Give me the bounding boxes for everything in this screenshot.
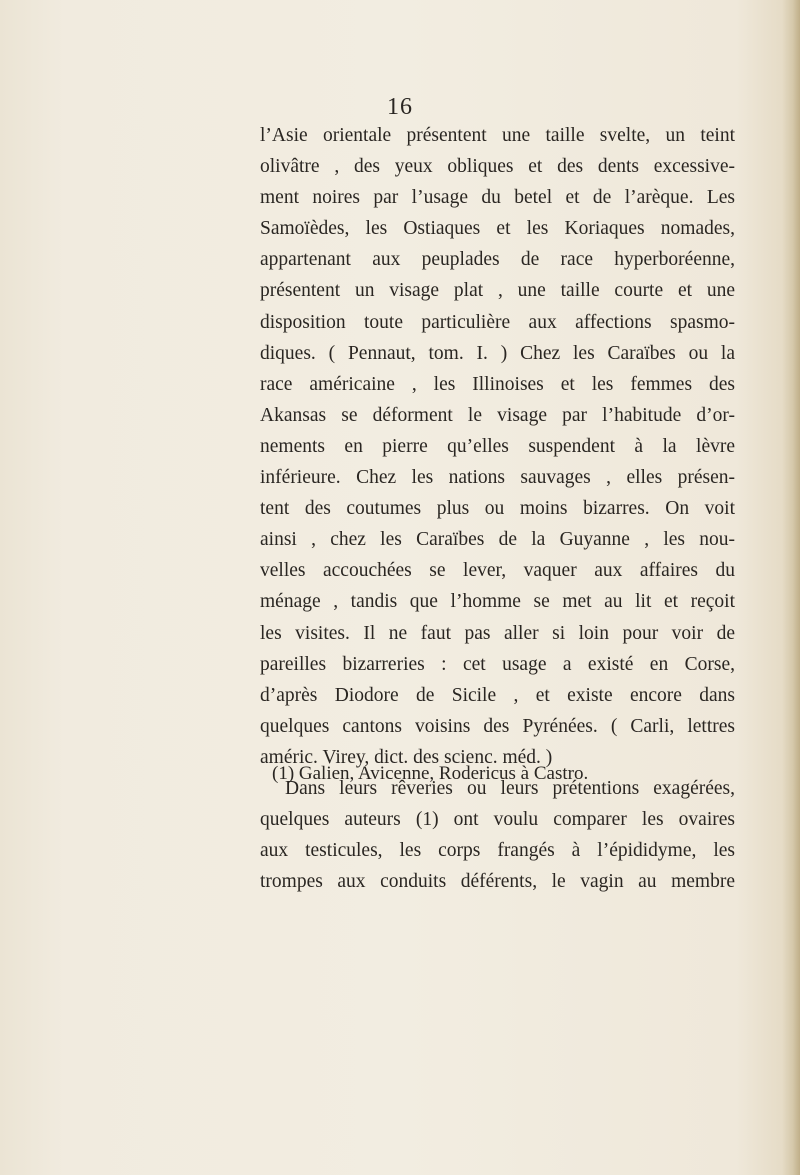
page-number: 16 bbox=[387, 94, 413, 120]
text-line: inférieure. Chez les nations sauvages , elles présen- bbox=[260, 467, 735, 489]
footnote: (1) Galien, Avicenne, Rodericus à Castro. bbox=[272, 763, 589, 784]
text-line: d’après Diodore de Sicile , et existe encore dans bbox=[260, 684, 735, 706]
text-line: ainsi , chez les Caraïbes de la Guyanne , les nou- bbox=[260, 529, 735, 551]
text-line: ment noires par l’usage du betel et de l’arèque. Les bbox=[260, 187, 735, 209]
text-line: olivâtre , des yeux obliques et des dents excessive- bbox=[260, 156, 735, 178]
page-edge-stain bbox=[782, 0, 800, 1175]
text-line: disposition toute particulière aux affections spasmo- bbox=[260, 311, 735, 333]
text-line: quelques auteurs (1) ont voulu comparer les ovaires bbox=[260, 809, 735, 831]
paragraph-start-line: Dans leurs rêveries ou leurs prétentions exagérées, bbox=[285, 777, 735, 799]
text-line: trompes aux conduits déférents, le vagin au membre bbox=[260, 871, 735, 893]
text-line: l’Asie orientale présentent une taille svelte, un teint bbox=[260, 125, 735, 146]
text-line: tent des coutumes plus ou moins bizarres. On voit bbox=[260, 498, 735, 520]
text-line: appartenant aux peuplades de race hyperboréenne, bbox=[260, 249, 735, 271]
text-line: pareilles bizarreries : cet usage a existé en Corse, bbox=[260, 653, 735, 675]
text-line: Akansas se déforment le visage par l’habitude d’or- bbox=[260, 404, 735, 426]
text-line: les visites. Il ne faut pas aller si loin pour voir de bbox=[260, 622, 735, 644]
text-line: quelques cantons voisins des Pyrénées. ( Carli, lettres bbox=[260, 715, 735, 737]
text-line: diques. ( Pennaut, tom. I. ) Chez les Caraïbes ou la bbox=[260, 342, 735, 364]
text-line: race américaine , les Illinoises et les femmes des bbox=[260, 373, 735, 395]
text-line: ménage , tandis que l’homme se met au lit et reçoit bbox=[260, 591, 735, 613]
text-line: Samoïèdes, les Ostiaques et les Koriaques nomades, bbox=[260, 218, 735, 240]
text-line: présentent un visage plat , une taille courte et une bbox=[260, 280, 735, 302]
text-line: aux testicules, les corps frangés à l’épididyme, les bbox=[260, 840, 735, 862]
text-line: améric. Virey, dict. des scienc. méd. ) bbox=[260, 746, 553, 768]
text-line: nements en pierre qu’elles suspendent à la lèvre bbox=[260, 435, 735, 457]
text-line: velles accouchées se lever, vaquer aux affaires du bbox=[260, 560, 735, 582]
